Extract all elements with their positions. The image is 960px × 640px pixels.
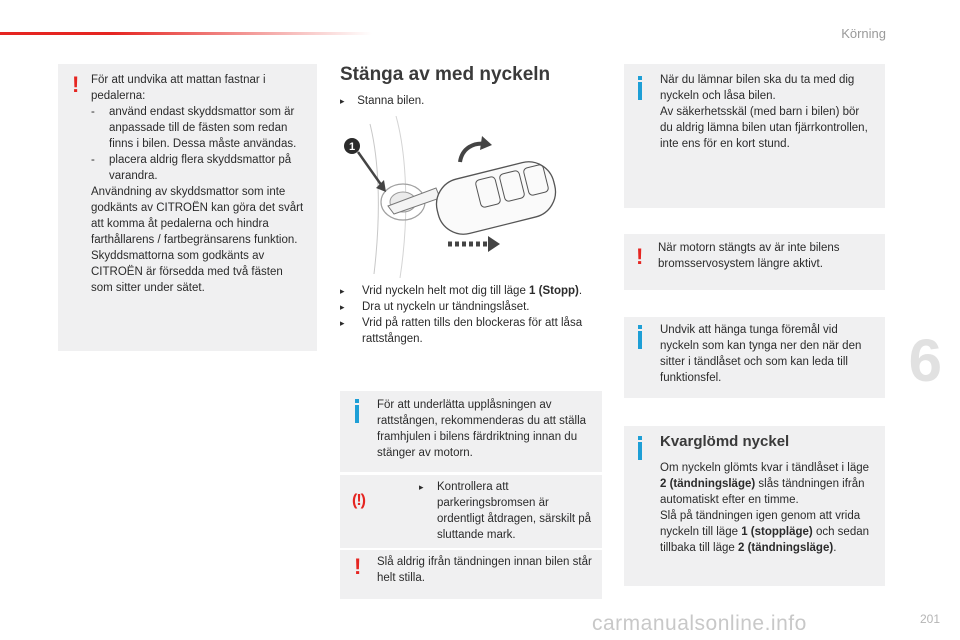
watermark: carmanualsonline.info bbox=[592, 612, 807, 635]
section-name: Körning bbox=[841, 26, 886, 41]
mat-warning-text: Skyddsmattorna som godkänts av CITROËN är försedda med två fästen som sitter under sätet. bbox=[91, 250, 283, 294]
mat-warning-intro: För att undvika att mattan fastnar i pedalerna: bbox=[91, 74, 266, 102]
brake-servo-warning-box: ! När motorn stängts av är inte bilens bromsservosystem längre aktivt. bbox=[624, 234, 885, 290]
flag-bullet-icon: ▸ bbox=[419, 482, 424, 492]
ignition-warning-box: ! Slå aldrig ifrån tändningen innan bilen står helt stilla. bbox=[340, 550, 602, 599]
flag-bullet-icon: ▸ bbox=[340, 318, 345, 328]
info-icon bbox=[638, 82, 642, 100]
mat-warning-item: - använd endast skyddsmattor som är anpassade till de fästen som redan finns i bilen. Dessa måste användas. bbox=[91, 106, 297, 150]
info-icon bbox=[638, 442, 642, 460]
step-remove-key: ▸ Dra ut nyckeln ur tändningslåset. bbox=[340, 301, 530, 313]
dash-bullet: - bbox=[91, 106, 95, 118]
dash-bullet: - bbox=[91, 154, 95, 166]
parking-brake-box bbox=[340, 475, 602, 548]
step-turn-key: ▸ Vrid nyckeln helt mot dig till läge 1 (Stopp). bbox=[340, 285, 583, 297]
info-icon bbox=[638, 331, 642, 349]
forgotten-key-text: Om nyckeln glömts kvar i tändlåset i läge 2 (tändningsläge) slås tändningen ifrån automatiskt efter en timme. bbox=[660, 462, 870, 506]
mat-warning-item: - placera aldrig flera skyddsmattor på varandra. bbox=[91, 154, 292, 182]
page-title: Stänga av med nyckeln bbox=[340, 64, 551, 85]
forgotten-key-text: Slå på tändningen igen genom att vrida nyckeln till läge 1 (stoppläge) och sedan tillbaka till läge 2 (tändningsläge). bbox=[660, 510, 870, 554]
forgotten-key-title: Kvarglömd nyckel bbox=[660, 433, 790, 450]
illustration-callout-label: 1 bbox=[348, 141, 356, 153]
steering-info-box: För att underlätta upplåsningen av rattstången, rekommenderas du att ställa framhjulen i bilens färdriktning innan du stänger av motorn. bbox=[340, 391, 602, 472]
top-accent-bar bbox=[0, 32, 372, 35]
key-illustration bbox=[340, 116, 602, 278]
exclamation-icon: ! bbox=[354, 554, 362, 579]
flag-bullet-icon: ▸ bbox=[340, 302, 345, 312]
flag-bullet-icon: ▸ bbox=[340, 96, 345, 106]
exclamation-icon: ! bbox=[72, 72, 80, 97]
info-icon bbox=[355, 405, 359, 423]
turn-off-steps bbox=[340, 283, 602, 347]
brake-warning-icon: (!) bbox=[352, 492, 365, 509]
mat-warning-text: Användning av skyddsmattor som inte godkänts av CITROËN kan göra det svårt att komma åt pedalerna och hindra farthållarens / fartbegränsarens funktion. bbox=[91, 186, 304, 246]
brake-check-item: ▸ Kontrollera att parkeringsbromsen är ordentligt åtdragen, särskilt på sluttande mark. bbox=[419, 481, 592, 541]
exclamation-icon: ! bbox=[636, 244, 644, 269]
forgotten-key-box bbox=[624, 426, 885, 586]
step-lock-steering: ▸ Vrid på ratten tills den blockeras för att låsa rattstången. bbox=[340, 317, 583, 345]
flag-bullet-icon: ▸ bbox=[340, 286, 345, 296]
page-number: 201 bbox=[919, 612, 940, 626]
heavy-objects-info-box: Undvik att hänga tunga föremål vid nyckeln som kan tynga ner den när den sitter i tändlåset och som kan leda till funktionsfel. bbox=[624, 317, 885, 398]
step-stop-car: ▸ Stanna bilen. bbox=[340, 95, 425, 107]
leave-car-info-box: När du lämnar bilen ska du ta med dig nyckeln och låsa bilen. Av säkerhetsskäl (med barn i bilen) bör du aldrig lämna bilen utan fjärrkontrollen, inte ens för en kort stund. bbox=[624, 64, 885, 208]
chapter-number: 6 bbox=[908, 327, 942, 394]
mat-warning-box bbox=[58, 64, 317, 351]
